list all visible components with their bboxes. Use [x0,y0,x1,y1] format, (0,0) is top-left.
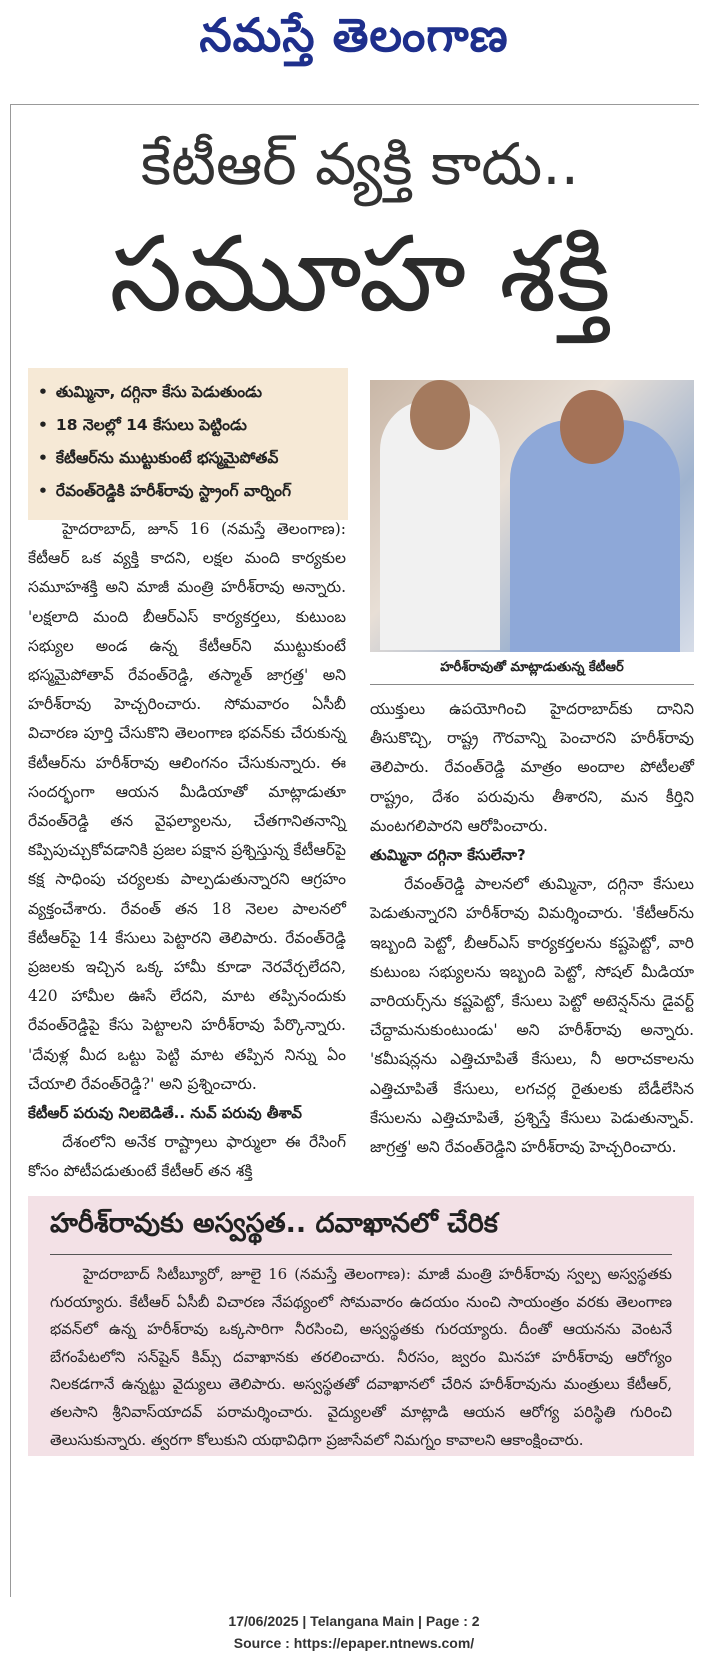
person-head-left [410,380,470,450]
highlight-item: • రేవంత్‌రెడ్డికి హరీశ్‌రావు స్ట్రాంగ్ వార్నింగ్ [38,475,340,508]
highlight-item: • తుమ్మినా, దగ్గినా కేసు పెడుతుండు [38,376,340,409]
masthead [0,0,708,100]
page-footer [0,1610,708,1654]
highlights-box [28,368,348,520]
article-paragraph: దేశంలోని అనేక రాష్ట్రాలు ఫార్ములా ఈ రేసింగ్ కోసం పోటీపడుతుంటే కేటీఆర్ తన శక్తి [28,1133,346,1181]
footer-source: Source : https://epaper.ntnews.com/ [233,1635,475,1651]
footer-edition-info: 17/06/2025 | Telangana Main | Page : 2 [228,1613,480,1629]
highlight-item: • 18 నెలల్లో 14 కేసులు పెట్టిండు [38,409,340,442]
news-photo [370,380,694,652]
article-subheading: కేటీఆర్ పరువు నిలబెడితే.. నువ్ పరువు తీశావ్ [28,1104,302,1123]
highlights-list [28,368,348,514]
article-column-left [28,515,346,1187]
headline-line2: సమూహ శక్తి [109,213,611,335]
headline-line1: కేటీఆర్ వ్యక్తి కాదు.. [140,130,580,198]
article-subheading: తుమ్మినా దగ్గినా కేసులేనా? [370,846,526,865]
masthead-logo: నమస్తే తెలంగాణ [199,8,509,62]
photo-caption: హరీశ్‌రావుతో మాట్లాడుతున్న కేటీఆర్ [370,660,694,685]
sidebar-story-title: హరీశ్‌రావుకు అస్వస్థత.. దవాఖానలో చేరిక [50,1208,498,1239]
article-paragraph: యుక్తులు ఉపయోగించి హైదరాబాద్‌కు దానిని తీసుకొచ్చి, రాష్ట్ర గౌరవాన్ని పెంచారని హరీశ్‌రావు తెలిపారు. రేవంత్‌రెడ్డి మాత్రం అందాల పోటీలతో రాష్ట్రం, దేశం పరువును తీశారని, మన కీర్తిని మంటగలిపారని ఆరోపించారు. [370,700,694,835]
article-paragraph: రేవంత్‌రెడ్డి పాలనలో తుమ్మినా, దగ్గినా కేసులు పెడుతున్నారని హరీశ్‌రావు విమర్శించారు. 'కేటీఆర్‌ను ఇబ్బంది పెట్టో, బీఆర్‌ఎస్ కార్యకర్తలను కష్టపెట్టో, వారి కుటుంబ సభ్యులను ఇబ్బంది పెట్టో, సోషల్ మీడియా వారియర్స్‌ను కష్టపెట్టో, కేసులు పెట్టో అటెన్షన్‌ను డైవర్ట్ చేద్దామనుకుంటుండు' అని హరీశ్‌రావు అన్నారు. 'కమీషన్లను ఎత్తిచూపితే కేసులు, నీ అరాచకాలను ఎత్తిచూపితే కేసులు, లగచర్ల రైతులకు బేడీలేసిన కేసులను ఎత్తిచూపితే, ప్రశ్నిస్తే కేసులు పెడుతున్నావ్. జాగ్రత్త' అని రేవంత్‌రెడ్డిని హరీశ్‌రావు హెచ్చరించారు. [370,875,694,1157]
article-paragraph: హైదరాబాద్, జూన్ 16 (నమస్తే తెలంగాణ): కేటీఆర్ ఒక వ్యక్తి కాదని, లక్షల మంది కార్యకుల సమూహశక్తి అని మాజీ మంత్రి హరీశ్‌రావు అన్నారు. 'లక్షలాది మంది బీఆర్‌ఎస్ కార్యకర్తలు, కుటుంబ సభ్యుల అండ ఉన్న కేటీఆర్‌ని ముట్టుకుంటే భస్మమైపోతావ్ రేవంత్‌రెడ్డి, తస్మాత్ జాగ్రత్త' అని హరీశ్‌రావు హెచ్చరించారు. సోమవారం ఏసీబీ విచారణ పూర్తి చేసుకొని తెలంగాణ భవన్‌కు చేరుకున్న కేటీఆర్‌ను హరీశ్‌రావు ఆలింగనం చేసుకున్నారు. ఈ సందర్భంగా ఆయన మీడియాతో మాట్లాడుతూ రేవంత్‌రెడ్డి తన వైఫల్యాలను, చేతగానితనాన్ని కప్పిపుచ్చుకోవడానికి ప్రజల పక్షాన ప్రశ్నిస్తున్న కేటీఆర్‌పై కక్ష సాధింపు చర్యలకు పాల్పడుతున్నారని ఆగ్రహం వ్యక్తంచేశారు. రేవంత్ తన 18 నెలల పాలనలో కేటీఆర్‌పై 14 కేసులు పెట్టారని తెలిపారు. రేవంత్‌రెడ్డి ప్రజలకు ఇచ్చిన ఒక్క హామీ కూడా నెరవేర్చలేదని, 420 హామీల ఊసే లేదని, మాట తప్పినందుకు రేవంత్‌రెడ్డిపై కేసు పెట్టాలని హరీశ్‌రావు పేర్కొన్నారు. 'దేవుళ్ల మీద ఒట్టు పెట్టి మాట తప్పిన నిన్ను ఏం చేయాలి రేవంత్‌రెడ్డి?' అని ప్రశ్నించారు. [28,520,346,1093]
highlight-item: • కేటీఆర్‌ను ముట్టుకుంటే భస్మమైపోతవ్ [38,442,340,475]
article-column-right [370,695,694,1162]
sidebar-story-body: హైదరాబాద్ సిటీబ్యూరో, జూలై 16 (నమస్తే తెలంగాణ): మాజీ మంత్రి హరీశ్‌రావు స్వల్ప అస్వస్థతకు గురయ్యారు. కేటీఆర్ ఏసీబీ విచారణ నేపథ్యంలో సోమవారం ఉదయం నుంచి సాయంత్రం వరకు తెలంగాణ భవన్‌లో ఉన్న హరీశ్‌రావు ఒక్కసారిగా నీరసించి, అస్వస్థతకు గురయ్యారు. దీంతో ఆయనను వెంటనే బేగంపేటలోని సన్‌షైన్ కిమ్స్ దవాఖానకు తరలించారు. నీరసం, జ్వరం మినహా హరీశ్‌రావు ఆరోగ్యం నిలకడగానే ఉన్నట్టు వైద్యులు తెలిపారు. అస్వస్థతతో దవాఖానలో చేరిన హరీశ్‌రావును మంత్రులు కేటీఆర్, తలసాని శ్రీనివాస్‌యాదవ్ పరామర్శించారు. వైద్యులతో మాట్లాడి ఆయన ఆరోగ్య పరిస్థితి గురించి తెలుసుకున్నారు. త్వరగా కోలుకుని యథావిధిగా ప్రజాసేవలో నిమగ్నం కావాలని ఆకాంక్షించారు. [50,1265,672,1449]
person-head-right [560,390,624,464]
sidebar-story [28,1196,694,1456]
